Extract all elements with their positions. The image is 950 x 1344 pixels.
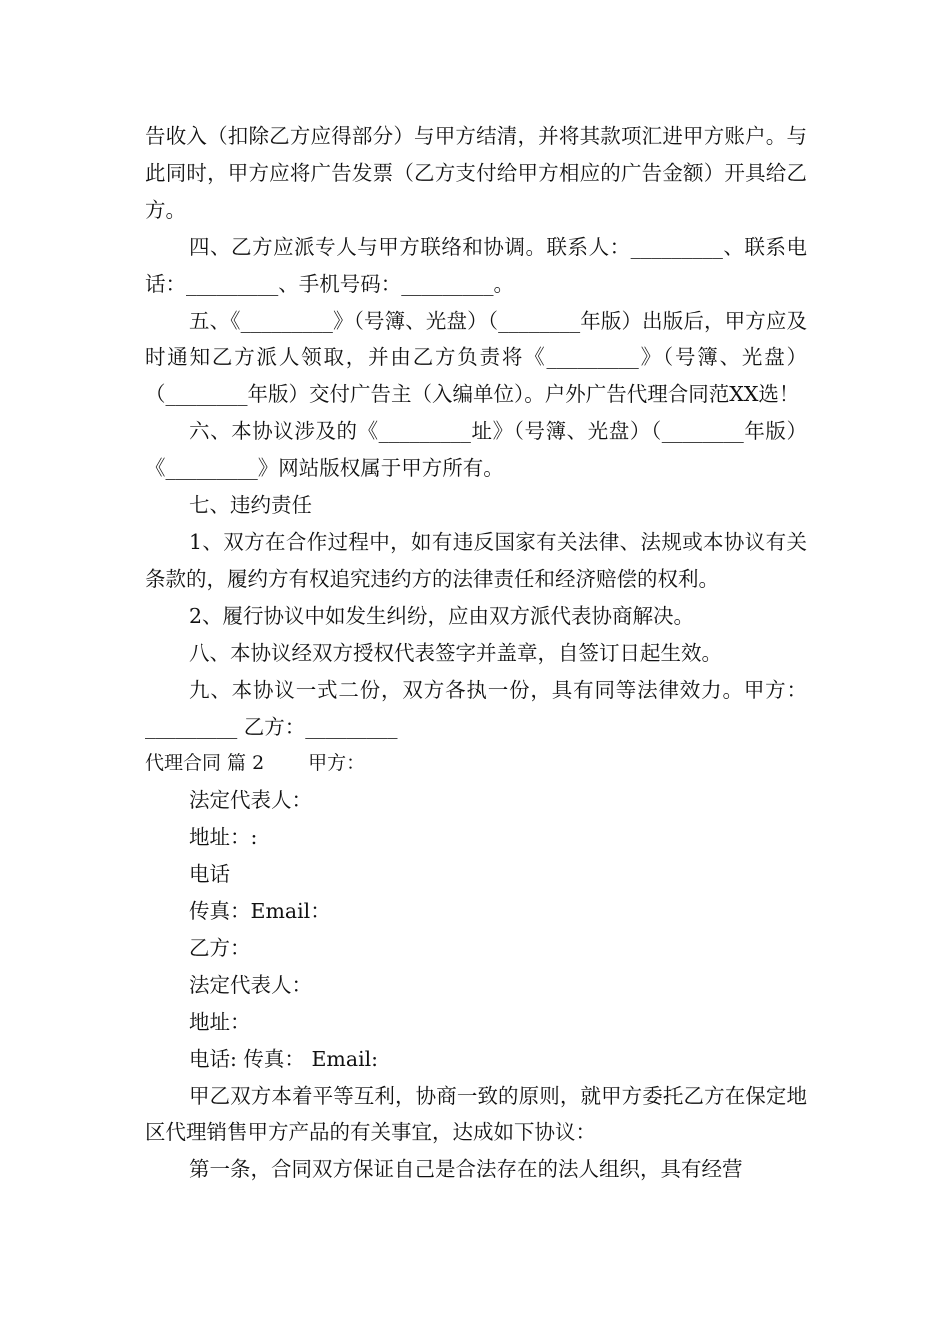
paragraph-clause-5: 五、《_________》（号簿、光盘）（________年版）出版后，甲方应及时通知乙方派人领取，并由乙方负责将《_________》（号簿、光盘）（________年版）交付广告主（入编单位）。户外广告代理合同范XX选！: [145, 308, 807, 407]
field-phone-a: 电话: [189, 862, 230, 887]
paragraph-continuation: 告收入（扣除乙方应得部分）与甲方结清，并将其款项汇进甲方账户。与此同时，甲方应将广告发票（乙方支付给甲方相应的广告金额）开具给乙方。: [145, 124, 807, 222]
field-fax-email-a: 传真：Email：: [189, 899, 331, 924]
paragraph-clause-6: 六、本协议涉及的《_________址》（号簿、光盘）（________年版）《_________》网站版权属于甲方所有。: [145, 419, 807, 481]
field-party-b: 乙方：: [189, 935, 251, 960]
document-page: [145, 118, 807, 1188]
field-address-a: 地址：:: [189, 825, 258, 850]
field-legal-rep-b: 法定代表人：: [189, 972, 312, 997]
paragraph-clause-8: 八、本协议经双方授权代表签字并盖章，自签订日起生效。: [189, 640, 722, 665]
paragraph-clause-4: 四、乙方应派专人与甲方联络和协调。联系人：_________、联系电话：_________、手机号码：_________。: [145, 234, 807, 296]
section-2-title: 代理合同 篇 2: [145, 752, 265, 775]
paragraph-clause-7-2: 2、履行协议中如发生纠纷，应由双方派代表协商解决。: [189, 603, 695, 628]
paragraph-article-1: 第一条，合同双方保证自己是合法存在的法人组织，具有经营: [189, 1157, 743, 1182]
paragraph-clause-7-title: 七、违约责任: [189, 493, 312, 518]
section-2-party-a: 甲方：: [308, 752, 366, 775]
section-2-heading: [145, 745, 807, 782]
paragraph-clause-9: 九、本协议一式二份，双方各执一份，具有同等法律效力。甲方：_________ 乙方：_________: [145, 677, 807, 739]
field-address-b: 地址：: [189, 1009, 251, 1034]
field-phone-fax-email-b: 电话: 传真： Email:: [189, 1046, 379, 1071]
paragraph-agreement-intro: 甲乙双方本着平等互利，协商一致的原则，就甲方委托乙方在保定地区代理销售甲方产品的有关事宜，达成如下协议：: [145, 1083, 807, 1145]
paragraph-clause-7-1: 1、双方在合作过程中，如有违反国家有关法律、法规或本协议有关条款的，履约方有权追究违约方的法律责任和经济赔偿的权利。: [145, 529, 807, 591]
field-legal-rep-a: 法定代表人：: [189, 788, 312, 813]
